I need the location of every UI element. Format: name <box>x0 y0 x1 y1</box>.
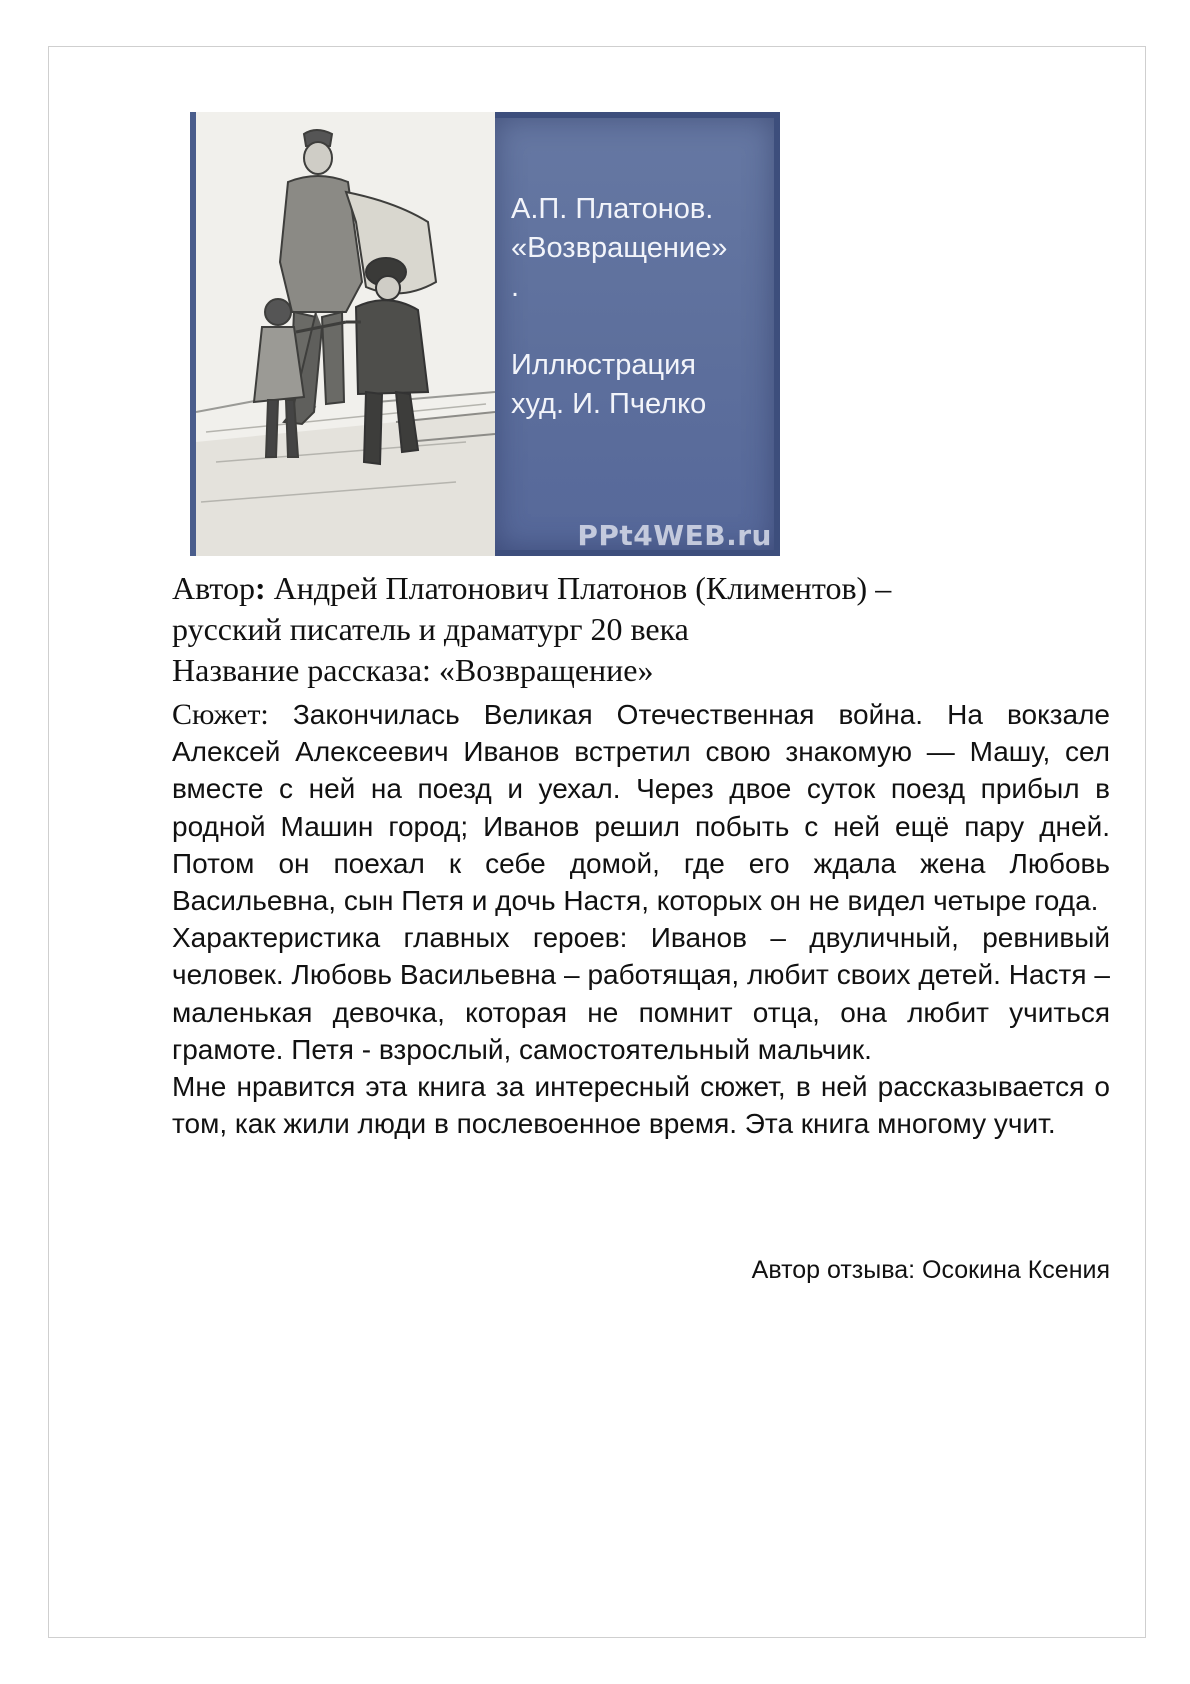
book-slide-image <box>190 112 780 556</box>
slide-illustration-line: Иллюстрация <box>511 349 696 381</box>
review-author: Автор отзыва: Осокина Ксения <box>751 1256 1110 1284</box>
illustration-drawing <box>196 112 495 556</box>
author-label: Автор <box>172 570 255 606</box>
author-name: Андрей Платонович Платонов (Климентов) – <box>265 570 892 606</box>
plot-label: Сюжет: <box>172 698 269 731</box>
author-description: русский писатель и драматург 20 века <box>172 611 689 647</box>
plot-text: Закончилась Великая Отечественная война. На вокзале Алексей Алексеевич Иванов встретил свою знакомую — Машу, сел вместе с ней на поезд и уехал. Через двое суток поезд прибыл в родной Машин город; Иванов решил побыть с ней ещё пару дней. Потом он поехал к себе домой, где его ждала жена Любовь Васильевна, сын Петя и дочь Настя, которых он не видел четыре года. <box>172 699 1110 917</box>
characters-paragraph: Характеристика главных героев: Иванов – двуличный, ревнивый человек. Любовь Васильевна – работящая, любит своих детей. Настя – маленькая девочка, которая не помнит отца, она любит учиться грамоте. Петя - взрослый, самостоятельный мальчик. <box>172 922 1110 1065</box>
story-title: Название рассказа: «Возвращение» <box>172 652 654 688</box>
book-illustration <box>190 112 495 556</box>
opinion-paragraph: Мне нравится эта книга за интересный сюжет, в ней рассказывается о том, как жили люди в послевоенное время. Эта книга многому учит. <box>172 1071 1110 1140</box>
slide-author-line: А.П. Платонов. <box>511 193 714 225</box>
slide-artist-line: худ. И. Пчелко <box>511 388 707 420</box>
review-body <box>172 696 1110 1142</box>
slide-dot-line: . <box>511 271 520 303</box>
slide-title-line: «Возвращение» <box>511 232 728 264</box>
author-colon: : <box>254 570 266 606</box>
plot-paragraph <box>172 696 1110 919</box>
slide-caption-panel <box>495 112 780 556</box>
watermark: PPt4WEB.ru <box>577 519 772 552</box>
author-line <box>172 568 891 608</box>
